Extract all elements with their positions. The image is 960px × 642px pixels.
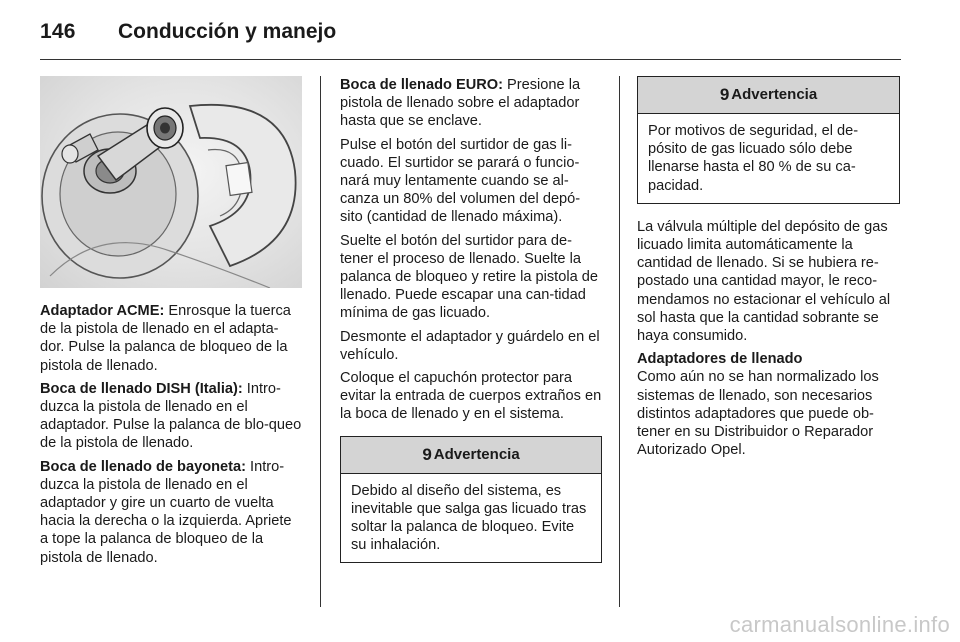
warning-title: Advertencia	[731, 85, 818, 103]
label-bayonet-filler: Boca de llenado de bayoneta:	[40, 458, 246, 475]
text-dish-filler: Intro-duzca la pistola de llenado en el adaptador. Pulse la palanca de blo-queo de la pistola de llenado.	[40, 380, 302, 452]
page-number: 146	[40, 20, 76, 43]
paragraph-acme-adapter	[40, 302, 302, 375]
column-divider	[619, 76, 620, 607]
text-bayonet-filler: Intro-duzca la pistola de llenado en el adaptador y gire un cuarto de vuelta hacia la derecha o la izquierda. Apriete a tope la palanca de bloqueo de la pistola de llenado.	[40, 458, 292, 566]
warning-title: Advertencia	[433, 445, 520, 463]
paragraph-protective-cap: Coloque el capuchón protector para evitar la entrada de cuerpos extraños en la boca de llenado y en el sistema.	[340, 370, 602, 423]
paragraph-remove-adapter: Desmonte el adaptador y guárdelo en el vehículo.	[340, 328, 600, 363]
watermark: carmanualsonline.info	[729, 612, 950, 637]
fuel-filler-drawing	[40, 76, 302, 288]
label-dish-filler: Boca de llenado DISH (Italia):	[40, 380, 243, 397]
paragraph-dish-filler	[40, 380, 302, 453]
text-acme-adapter: Enrosque la tuerca de la pistola de llenado en el adapta-dor. Pulse la palanca de bloqueo de la pistola de llenado.	[40, 303, 291, 374]
paragraph-multivalve: La válvula múltiple del depósito de gas licuado limita automáticamente la cantidad de llenado. Si se hubiera re-postado una cantidad mayor, le reco-mendamos no estacionar el vehículo al sol hasta que la cantidad sobrante se haya consumido.	[637, 218, 891, 345]
warning-text: Debido al diseño del sistema, es inevitable que salga gas licuado tras soltar la palanca de bloqueo. Evite su inhalación.	[351, 482, 587, 554]
column-3	[637, 76, 900, 464]
warning-text: Por motivos de seguridad, el de-pósito de gas licuado sólo debe llenarse hasta el 80 % de su ca-pacidad.	[648, 123, 859, 194]
page-title: Conducción y manejo	[118, 20, 337, 43]
column-divider	[320, 76, 321, 607]
paragraph-bayonet-filler	[40, 458, 302, 567]
column-2	[340, 76, 602, 577]
warning-box-inhalation	[340, 436, 602, 564]
warning-icon: 9	[719, 84, 730, 104]
warning-box-capacity	[637, 76, 900, 204]
text-euro-filler: Presione la pistola de llenado sobre el adaptador hasta que se enclave.	[340, 77, 581, 130]
header-rule	[40, 59, 901, 60]
column-1	[40, 76, 302, 572]
label-acme-adapter: Adaptador ACME:	[40, 303, 165, 319]
warning-header	[341, 437, 601, 474]
section-heading-filling-adapters: Adaptadores de llenado	[637, 351, 803, 368]
label-euro-filler: Boca de llenado EURO:	[340, 77, 503, 93]
paragraph-release-button: Suelte el botón del surtidor para de-tener el proceso de llenado. Suelte la palanca de bloqueo y retire la pistola de llenado. Puede escapar una can-tidad mínima de gas licuado.	[340, 232, 598, 322]
paragraph-pump-button: Pulse el botón del surtidor de gas li-cuado. El surtidor se parará o funcio-nará muy lentamente cuando se al-canza un 80% del volumen del depó-sito (cantidad de llenado máxima).	[340, 136, 581, 226]
paragraph-euro-filler	[340, 76, 602, 131]
warning-icon: 9	[422, 444, 432, 464]
warning-header	[638, 77, 899, 114]
page-header	[40, 14, 900, 62]
paragraph-filling-adapters: Como aún no se han normalizado los sistemas de llenado, son necesarios distintos adaptadores que puede ob-tener en su Distribuidor o Reparador Autorizado Opel.	[637, 369, 879, 459]
fuel-filler-adapter-illustration	[40, 76, 302, 288]
